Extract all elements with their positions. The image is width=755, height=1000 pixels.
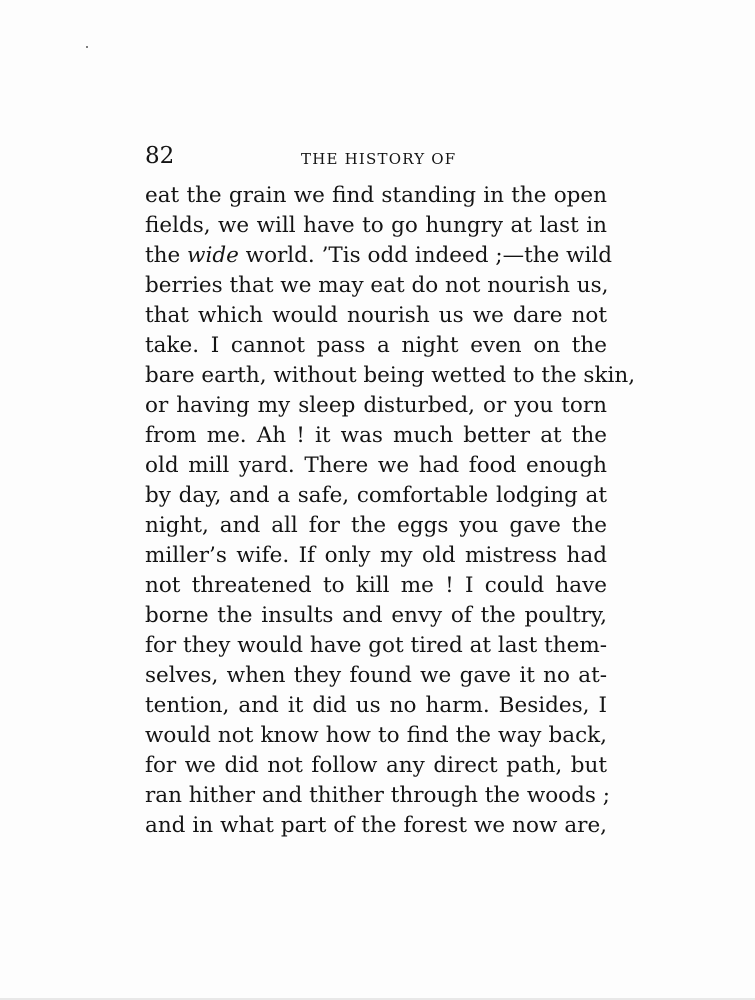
text-segment: the bbox=[145, 243, 188, 268]
italic-word: wide bbox=[187, 243, 239, 268]
text-line: ran hither and thither through the woods ; bbox=[145, 783, 610, 808]
text-line: and in what part of the forest we now are, bbox=[145, 813, 607, 838]
text-line: or having my sleep disturbed, or you torn bbox=[145, 393, 607, 418]
text-line: tention, and it did us no harm. Besides, I bbox=[145, 693, 607, 718]
page-number: 82 bbox=[145, 143, 175, 169]
text-line: bare earth, without being wetted to the skin, bbox=[145, 363, 636, 388]
text-line: eat the grain we find standing in the open bbox=[145, 183, 607, 208]
text-line: selves, when they found we gave it no at- bbox=[145, 663, 607, 688]
text-line: for they would have got tired at last them- bbox=[145, 633, 607, 658]
text-line: berries that we may eat do not nourish us, bbox=[145, 273, 609, 298]
text-line: from me. Ah ! it was much better at the bbox=[145, 423, 607, 448]
text-line: by day, and a safe, comfortable lodging at bbox=[145, 483, 607, 508]
text-line: would not know how to find the way back, bbox=[145, 723, 607, 748]
text-line: not threatened to kill me ! I could have bbox=[145, 573, 607, 598]
text-line: for we did not follow any direct path, but bbox=[145, 753, 607, 778]
text-segment: world. ’Tis odd indeed ;—the wild bbox=[238, 243, 613, 268]
text-line: miller’s wife. If only my old mistress had bbox=[145, 543, 607, 568]
ink-speck bbox=[86, 46, 88, 48]
running-head bbox=[145, 138, 607, 174]
text-line: borne the insults and envy of the poultry, bbox=[145, 603, 607, 628]
body-text bbox=[145, 181, 636, 841]
text-line: take. I cannot pass a night even on the bbox=[145, 333, 607, 358]
running-title: THE HISTORY OF bbox=[301, 150, 457, 168]
text-line: old mill yard. There we had food enough bbox=[145, 453, 607, 478]
text-line: that which would nourish us we dare not bbox=[145, 303, 607, 328]
text-line: fields, we will have to go hungry at last in bbox=[145, 213, 607, 238]
text-line: night, and all for the eggs you gave the bbox=[145, 513, 607, 538]
text-line bbox=[145, 241, 613, 271]
